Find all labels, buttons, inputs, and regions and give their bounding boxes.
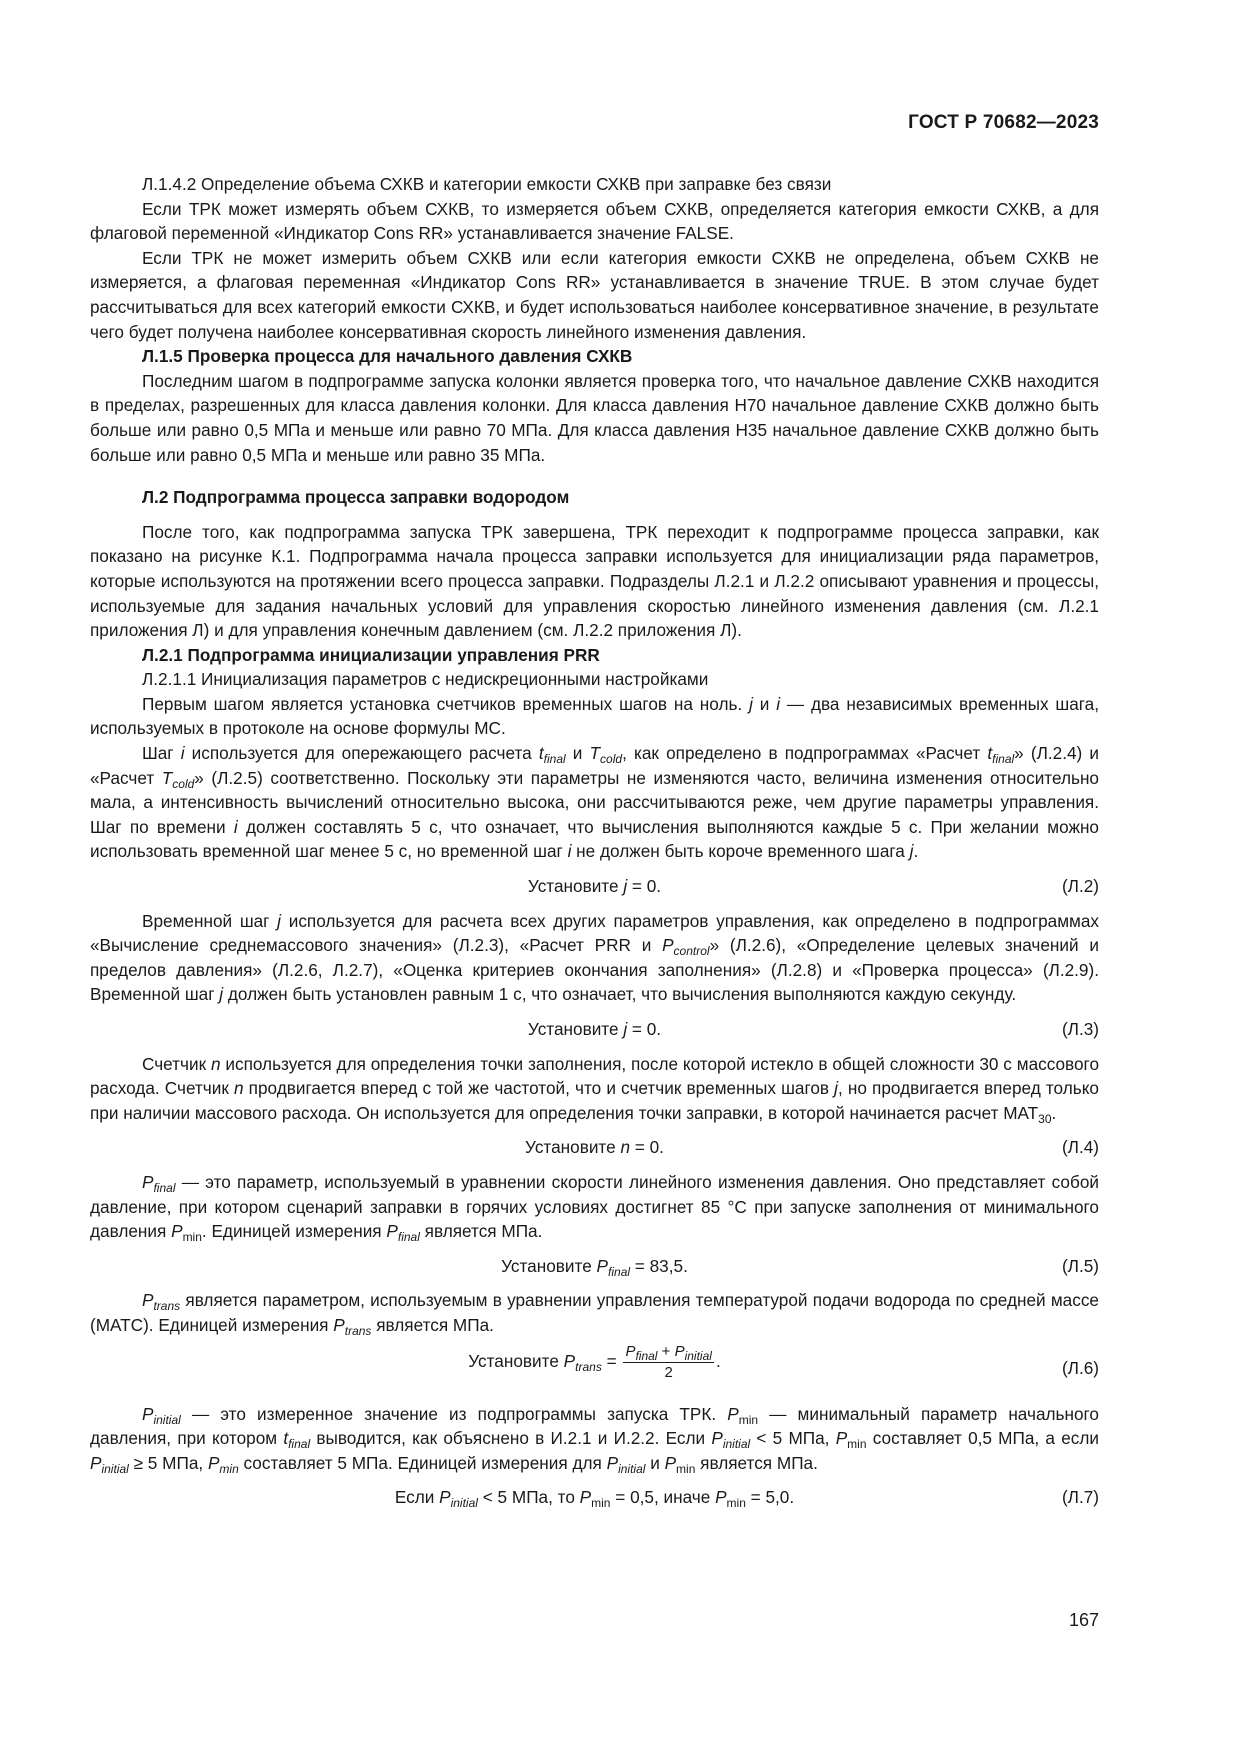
paragraph: Шаг i используется для опережающего расчета $t_{final}$ и $T_{cold}$, как определено в подпрограммах «Расчет $t_{final}$» (Л.2.4) и «Расчет $T_{cold}$» (Л.2.5) соответственно. Поскольку эти параметры не изменяются часто, величина изменения относительно мала, а интенсивность вычислений относительно высока, они рассчитываются реже, чем другие параметры управления. Шаг по времени i должен составлять 5 с, что означает, что вычисления выполняются каждые 5 с. При желании можно использовать временной шаг менее 5 с, но временной шаг i не должен быть короче временного шага j. bbox=[90, 743, 1099, 862]
equation-L6: Установите $P_{trans}$ = $\frac{P_{final} + P_{initial}}{2}$ . (Л.6) bbox=[468, 1342, 1099, 1381]
equation-L7: Если $P_{initial} < 5$ МПа, то $P_{min} = 0,5$, иначе $P_{min} = 5,0$. (Л.7) bbox=[394, 1487, 1099, 1511]
paragraph: $P_{initial}$ — это измеренное значение из подпрограммы запуска ТРК. $P_{min}$ — минимальный параметр начального давления, при котором $t_{final}$ выводится, как объяснено в И.2.1 и И.2.2. Если $P_{initial} < 5$ МПа, $P_{min}$ составляет 0,5 МПа, а если $P_{initial} \ge 5$ МПа, $P_{min}$ составляет 5 МПа. Единицей измерения для $P_{initial}$ и $P_{min}$ является МПа. bbox=[90, 1403, 1099, 1476]
equation-L4: Установите n = 0. (Л.4) bbox=[90, 1135, 1099, 1160]
paragraph: Если ТРК может измерять объем СХКВ, то измеряется объем СХКВ, определяется категория емкости СХКВ, а для флаговой переменной «Индикатор Cons RR» устанавливается значение FALSE. bbox=[90, 198, 1099, 244]
section-heading-L2: Л.2 Подпрограмма процесса заправки водородом bbox=[142, 487, 570, 508]
equation-L3: Установите j = 0. (Л.3) bbox=[90, 1017, 1099, 1042]
section-heading-L15: Л.1.5 Проверка процесса для начального давления СХКВ bbox=[142, 346, 633, 367]
equation-number: (Л.3) bbox=[1061, 1019, 1099, 1039]
paragraph: Первым шагом является установка счетчиков временных шагов на ноль. j и i — два независимых временных шага, используемых в протоколе на основе формулы МС. bbox=[90, 693, 1099, 739]
subsection-title-L211: Л.2.1.1 Инициализация параметров с недискреционными настройками bbox=[142, 669, 709, 690]
equation-number: (Л.6) bbox=[1061, 1357, 1099, 1378]
equation-L2: Установите j = 0. (Л.2) bbox=[90, 874, 1099, 899]
equation-number: (Л.7) bbox=[1061, 1487, 1099, 1508]
document-body bbox=[90, 172, 1099, 1520]
paragraph: После того, как подпрограмма запуска ТРК завершена, ТРК переходит к подпрограмме процесса заправки, как показано на рисунке К.1. Подпрограмма начала процесса заправки используется для инициализации ряда параметров, которые используются на протяжении всего процесса заправки. Подразделы Л.2.1 и Л.2.2 описывают уравнения и процессы, используемые для задания начальных условий для управления скоростью линейного изменения давления (см. Л.2.1 приложения Л) и для управления конечным давлением (см. Л.2.2 приложения Л). bbox=[90, 521, 1099, 641]
paragraph: $P_{final}$ — это параметр, используемый в уравнении скорости линейного изменения давления. Оно представляет собой давление, при котором сценарий заправки в горячих условиях достигнет 85 °С при запуске заполнения от минимального давления $P_{min}$. Единицей измерения $P_{final}$ является МПа. bbox=[90, 1171, 1099, 1245]
subsection-title-L142: Л.1.4.2 Определение объема СХКВ и категории емкости СХКВ при заправке без связи bbox=[142, 174, 832, 194]
paragraph: Если ТРК не может измерить объем СХКВ или если категория емкости СХКВ не определена, объем СХКВ не измеряется, а флаговая переменная «Индикатор Cons RR» устанавливается в значение TRUE. В этом случае будет рассчитываться для всех категорий емкости СХКВ, и будет использоваться наиболее консервативное значение, в результате чего будет получена наиболее консервативная скорость линейного изменения давления. bbox=[90, 247, 1099, 342]
document-id: ГОСТ Р 70682—2023 bbox=[908, 112, 1099, 133]
equation-number: (Л.2) bbox=[1061, 876, 1099, 897]
equation-number: (Л.4) bbox=[1061, 1137, 1099, 1158]
section-heading-L21: Л.2.1 Подпрограмма инициализации управления PRR bbox=[142, 644, 600, 665]
equation-L5: Установите $P_{final} = 83,5$. (Л.5) bbox=[501, 1255, 1099, 1279]
paragraph: Счетчик n используется для определения точки заполнения, после которой истекло в общей сложности 30 с массового расхода. Счетчик n продвигается вперед с той же частотой, что и счетчик временных шагов j, но продвигается вперед только при наличии массового расхода. Он используется для определения точки заправки, в которой начинается расчет $МАТ_{30}$. bbox=[90, 1053, 1100, 1126]
paragraph: Последним шагом в подпрограмме запуска колонки является проверка того, что начальное давление СХКВ находится в пределах, разрешенных для класса давления колонки. Для класса давления Н70 начальное давление СХКВ должно быть больше или равно 0,5 МПа и меньше или равно 70 МПа. Для класса давления Н35 начальное давление СХКВ должно быть больше или равно 0,5 МПа и меньше или равно 35 МПа. bbox=[90, 370, 1099, 465]
paragraph: Временной шаг j используется для расчета всех других параметров управления, как определено в подпрограммах «Вычисление среднемассового значения» (Л.2.3), «Расчет PRR и $P_{control}$» (Л.2.6), «Определение целевых значений и пределов давления» (Л.2.6, Л.2.7), «Оценка критериев окончания заполнения» (Л.2.8) и «Проверка процесса» (Л.2.9). Временной шаг j должен быть установлен равным 1 с, что означает, что вычисления выполняются каждую секунду. bbox=[90, 910, 1099, 1005]
page-number: 167 bbox=[1068, 1610, 1099, 1630]
equation-number: (Л.5) bbox=[1061, 1255, 1099, 1276]
fraction: $\frac{P_{final} + P_{initial}}{2}$ bbox=[625, 1342, 712, 1381]
paragraph: $P_{trans}$ является параметром, используемым в уравнении управления температурой подачи водорода по средней массе (МАТС). Единицей измерения $P_{trans}$ является МПа. bbox=[90, 1290, 1099, 1338]
